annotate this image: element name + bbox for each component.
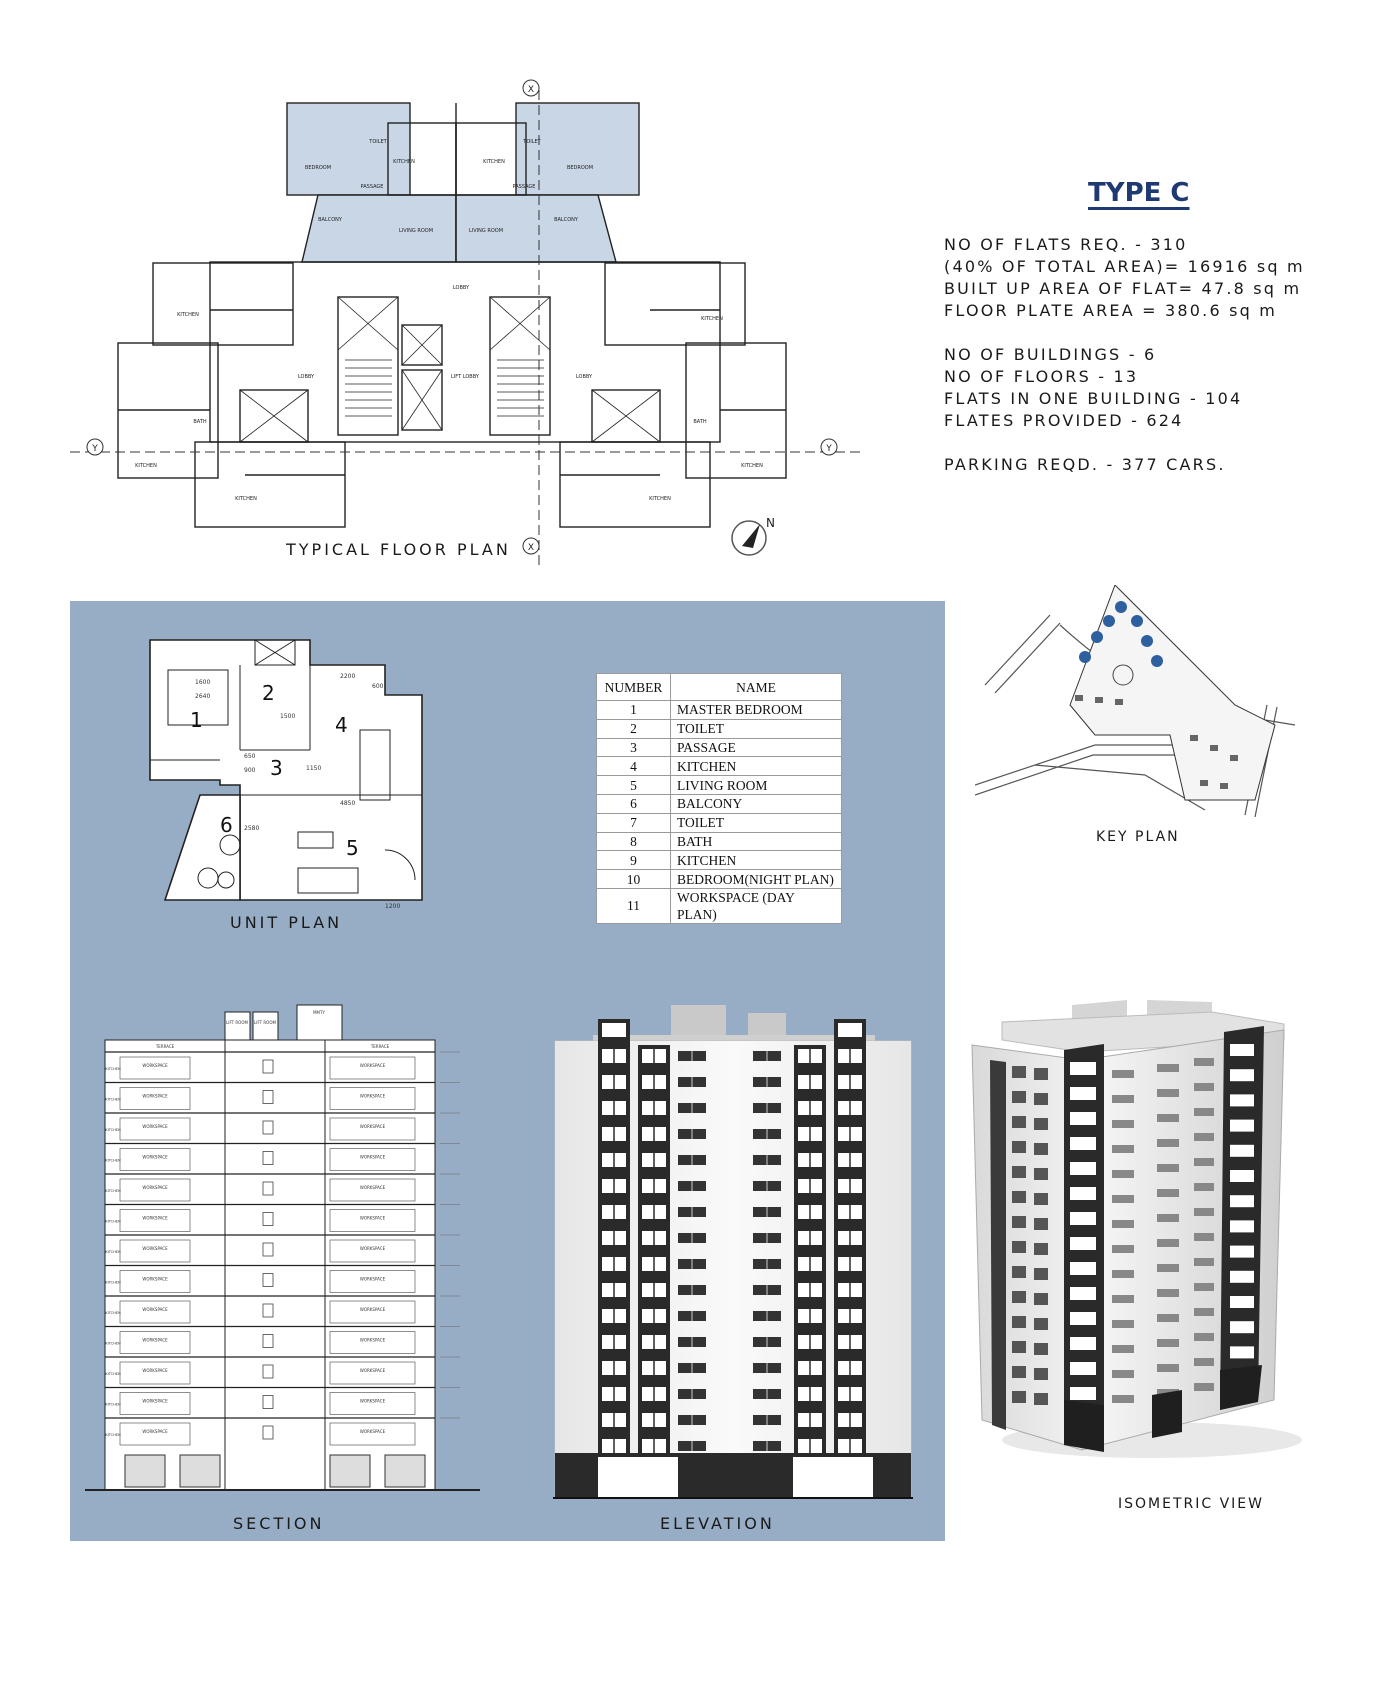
row-number: 5 <box>597 776 671 795</box>
type-title: TYPE C <box>1088 178 1190 208</box>
svg-text:WORKSPACE: WORKSPACE <box>359 1215 386 1221</box>
key-plan-caption: KEY PLAN <box>1096 829 1180 845</box>
svg-text:WORKSPACE: WORKSPACE <box>142 1307 168 1312</box>
svg-text:WORKSPACE: WORKSPACE <box>142 1429 168 1434</box>
svg-text:KITCHEN: KITCHEN <box>105 1189 121 1193</box>
table-row <box>597 776 842 795</box>
svg-text:WORKSPACE: WORKSPACE <box>142 1124 168 1129</box>
table-row <box>597 851 842 870</box>
svg-text:BEDROOM: BEDROOM <box>566 165 594 171</box>
svg-text:BATH: BATH <box>193 419 207 425</box>
table-header-row <box>597 674 842 701</box>
svg-text:PASSAGE: PASSAGE <box>512 184 536 190</box>
row-name: BALCONY <box>671 794 842 813</box>
stat-line: NO OF FLATS REQ. - 310 <box>944 235 1188 254</box>
stat-line: FLATS IN ONE BUILDING - 104 <box>944 389 1243 408</box>
elevation-caption: ELEVATION <box>660 1514 775 1533</box>
svg-text:WORKSPACE: WORKSPACE <box>142 1215 168 1221</box>
svg-text:5: 5 <box>346 836 359 860</box>
header-number: NUMBER <box>597 674 671 701</box>
table-row <box>597 701 842 720</box>
row-number: 6 <box>597 794 671 813</box>
svg-text:KITCHEN: KITCHEN <box>105 1372 121 1376</box>
svg-text:600: 600 <box>372 683 384 690</box>
table-row <box>597 832 842 851</box>
svg-text:WORKSPACE: WORKSPACE <box>359 1246 386 1251</box>
row-name: KITCHEN <box>671 851 842 870</box>
typical-floor-plan <box>0 0 930 585</box>
stat-line: BUILT UP AREA OF FLAT= 47.8 sq m <box>944 279 1302 298</box>
svg-text:650: 650 <box>244 753 256 760</box>
row-number: 7 <box>597 813 671 832</box>
unit-plan-caption: UNIT PLAN <box>230 913 343 932</box>
row-name: BEDROOM(NIGHT PLAN) <box>671 870 842 889</box>
svg-text:WORKSPACE: WORKSPACE <box>359 1337 386 1343</box>
svg-text:WORKSPACE: WORKSPACE <box>142 1398 168 1404</box>
stat-line: FLOOR PLATE AREA = 380.6 sq m <box>944 301 1278 320</box>
section-caption: SECTION <box>233 1514 325 1533</box>
svg-text:WORKSPACE: WORKSPACE <box>359 1368 386 1373</box>
svg-text:1150: 1150 <box>306 765 322 772</box>
svg-text:2: 2 <box>262 681 275 705</box>
svg-text:KITCHEN: KITCHEN <box>105 1097 121 1102</box>
row-name: TOILET <box>671 813 842 832</box>
svg-text:KITCHEN: KITCHEN <box>105 1311 121 1315</box>
row-name: BATH <box>671 832 842 851</box>
svg-text:MMTY: MMTY <box>313 1010 325 1015</box>
svg-text:BATH: BATH <box>693 419 707 425</box>
isometric-view <box>962 1000 1302 1470</box>
svg-text:WORKSPACE: WORKSPACE <box>142 1276 168 1282</box>
svg-text:WORKSPACE: WORKSPACE <box>142 1063 168 1068</box>
row-number: 10 <box>597 870 671 889</box>
svg-text:WORKSPACE: WORKSPACE <box>359 1276 386 1282</box>
svg-text:LIFT ROOM: LIFT ROOM <box>226 1020 248 1025</box>
svg-text:2640: 2640 <box>195 693 211 700</box>
svg-text:WORKSPACE: WORKSPACE <box>142 1154 168 1160</box>
svg-text:KITCHEN: KITCHEN <box>135 463 157 469</box>
svg-text:WORKSPACE: WORKSPACE <box>142 1093 168 1099</box>
svg-text:KITCHEN: KITCHEN <box>105 1067 121 1071</box>
room-legend-table <box>596 673 842 924</box>
stat-line: NO OF FLOORS - 13 <box>944 367 1139 386</box>
svg-text:1500: 1500 <box>280 713 296 720</box>
svg-text:KITCHEN: KITCHEN <box>105 1219 121 1224</box>
row-number: 11 <box>597 888 671 923</box>
svg-text:WORKSPACE: WORKSPACE <box>142 1368 168 1373</box>
svg-text:WORKSPACE: WORKSPACE <box>359 1154 386 1160</box>
svg-text:X: X <box>527 85 535 95</box>
svg-text:Y: Y <box>92 444 98 454</box>
svg-text:LIVING ROOM: LIVING ROOM <box>398 228 434 234</box>
svg-text:KITCHEN: KITCHEN <box>105 1128 121 1132</box>
svg-text:KITCHEN: KITCHEN <box>483 159 505 165</box>
stat-line: (40% OF TOTAL AREA)= 16916 sq m <box>944 257 1305 276</box>
svg-text:BALCONY: BALCONY <box>318 217 342 223</box>
svg-text:WORKSPACE: WORKSPACE <box>359 1185 386 1190</box>
svg-text:LOBBY: LOBBY <box>575 374 593 380</box>
svg-text:WORKSPACE: WORKSPACE <box>359 1398 386 1404</box>
svg-text:TERRACE: TERRACE <box>370 1044 390 1049</box>
stat-line: PARKING REQD. - 377 CARS. <box>944 455 1226 474</box>
svg-text:KITCHEN: KITCHEN <box>105 1280 121 1285</box>
stat-line: NO OF BUILDINGS - 6 <box>944 345 1157 364</box>
svg-text:KITCHEN: KITCHEN <box>741 463 763 469</box>
svg-text:TERRACE: TERRACE <box>155 1044 175 1049</box>
svg-text:900: 900 <box>244 767 256 774</box>
table-row <box>597 757 842 776</box>
svg-text:KITCHEN: KITCHEN <box>393 159 415 165</box>
key-plan <box>975 585 1305 820</box>
svg-text:KITCHEN: KITCHEN <box>105 1250 121 1254</box>
svg-text:KITCHEN: KITCHEN <box>105 1341 121 1346</box>
row-name: TOILET <box>671 719 842 738</box>
project-stats <box>944 234 1305 476</box>
svg-text:WORKSPACE: WORKSPACE <box>359 1063 386 1068</box>
row-name: WORKSPACE (DAY PLAN) <box>671 888 842 923</box>
section-drawing <box>85 1000 500 1500</box>
stat-line: FLATES PROVIDED - 624 <box>944 411 1184 430</box>
svg-text:1: 1 <box>190 708 203 732</box>
svg-text:KITCHEN: KITCHEN <box>701 316 723 322</box>
row-number: 4 <box>597 757 671 776</box>
table-row <box>597 870 842 889</box>
svg-text:4850: 4850 <box>340 800 356 807</box>
svg-text:TOILET: TOILET <box>369 139 387 145</box>
svg-text:WORKSPACE: WORKSPACE <box>359 1093 386 1099</box>
svg-text:LOBBY: LOBBY <box>452 285 470 291</box>
row-number: 1 <box>597 701 671 720</box>
typical-floor-plan-caption: TYPICAL FLOOR PLAN <box>286 540 511 559</box>
svg-text:BALCONY: BALCONY <box>554 217 578 223</box>
svg-text:1200: 1200 <box>385 903 401 910</box>
svg-text:2200: 2200 <box>340 673 356 680</box>
elevation-drawing <box>553 1005 913 1500</box>
svg-text:WORKSPACE: WORKSPACE <box>359 1307 386 1312</box>
unit-plan <box>140 620 440 910</box>
svg-text:KITCHEN: KITCHEN <box>105 1402 121 1407</box>
svg-text:1600: 1600 <box>195 679 211 686</box>
table-row <box>597 813 842 832</box>
svg-text:LOBBY: LOBBY <box>297 374 315 380</box>
svg-text:6: 6 <box>220 813 233 837</box>
svg-text:KITCHEN: KITCHEN <box>105 1433 121 1437</box>
svg-text:LIFT LOBBY: LIFT LOBBY <box>451 374 479 380</box>
svg-text:2580: 2580 <box>244 825 260 832</box>
isometric-view-caption: ISOMETRIC VIEW <box>1118 1496 1264 1512</box>
svg-text:4: 4 <box>335 713 348 737</box>
svg-text:TOILET: TOILET <box>523 139 541 145</box>
row-number: 2 <box>597 719 671 738</box>
svg-text:WORKSPACE: WORKSPACE <box>359 1429 386 1434</box>
svg-text:WORKSPACE: WORKSPACE <box>359 1124 386 1129</box>
row-number: 8 <box>597 832 671 851</box>
row-number: 9 <box>597 851 671 870</box>
svg-text:KITCHEN: KITCHEN <box>235 496 257 502</box>
table-row <box>597 888 842 923</box>
table-row <box>597 794 842 813</box>
table-row <box>597 719 842 738</box>
row-name: KITCHEN <box>671 757 842 776</box>
svg-text:PASSAGE: PASSAGE <box>360 184 384 190</box>
svg-text:N: N <box>766 516 775 530</box>
svg-text:Y: Y <box>826 444 832 454</box>
row-name: LIVING ROOM <box>671 776 842 795</box>
svg-text:X: X <box>527 543 535 553</box>
svg-text:KITCHEN: KITCHEN <box>177 312 199 318</box>
table-row <box>597 738 842 757</box>
svg-text:LIVING ROOM: LIVING ROOM <box>468 228 504 234</box>
svg-text:WORKSPACE: WORKSPACE <box>142 1337 168 1343</box>
svg-text:BEDROOM: BEDROOM <box>304 165 332 171</box>
svg-text:3: 3 <box>270 756 283 780</box>
svg-text:LIFT ROOM: LIFT ROOM <box>254 1020 276 1025</box>
header-name: NAME <box>671 674 842 701</box>
row-name: PASSAGE <box>671 738 842 757</box>
svg-text:WORKSPACE: WORKSPACE <box>142 1246 168 1251</box>
row-number: 3 <box>597 738 671 757</box>
svg-text:KITCHEN: KITCHEN <box>105 1158 121 1163</box>
svg-text:WORKSPACE: WORKSPACE <box>142 1185 168 1190</box>
row-name: MASTER BEDROOM <box>671 701 842 720</box>
svg-text:KITCHEN: KITCHEN <box>649 496 671 502</box>
